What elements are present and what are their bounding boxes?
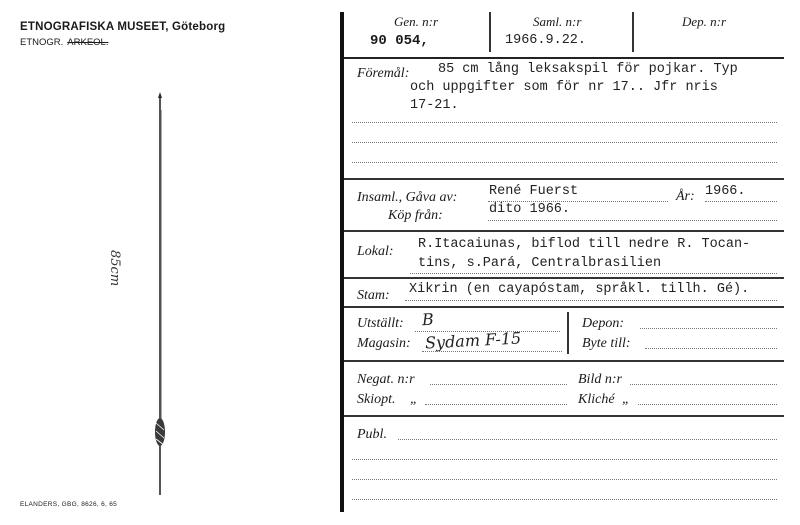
section-divider	[344, 277, 784, 279]
ruled-line	[352, 499, 777, 500]
header-separator-1	[489, 12, 491, 52]
ruled-line	[640, 328, 777, 329]
foremal-line-1: 85 cm lång leksakspil för pojkar. Typ	[438, 62, 738, 77]
ruled-line	[488, 220, 777, 221]
section-divider	[344, 360, 784, 362]
ruled-line	[352, 122, 777, 123]
ruled-line	[352, 479, 777, 480]
ruled-line	[430, 384, 567, 385]
section-divider	[344, 306, 784, 308]
museum-name: ETNOGRAFISKA MUSEET, Göteborg	[20, 21, 226, 33]
ruled-line	[630, 384, 777, 385]
header-separator-2	[632, 12, 634, 52]
lokal-line-1: R.Itacaiunas, biflod till nedre R. Tocan-	[418, 237, 751, 252]
skiopt-ditto: „	[410, 392, 418, 407]
cliche-label: Kliché	[578, 392, 615, 407]
ruled-line	[645, 348, 777, 349]
byte-label: Byte till:	[582, 336, 631, 351]
insaml-label	[357, 190, 457, 206]
publ-label: Publ.	[357, 427, 387, 442]
utstallt-value: B	[421, 309, 435, 330]
department-line	[20, 37, 108, 48]
section-divider	[344, 230, 784, 232]
card-left-border	[340, 12, 344, 512]
negat-label: Negat. n:r	[357, 372, 415, 387]
cliche-ditto: „	[622, 392, 630, 407]
department-prefix: ETNOGR.	[20, 37, 64, 48]
magasin-label: Magasin:	[357, 336, 411, 351]
kop-label: Köp från:	[388, 208, 443, 223]
ruled-line	[425, 404, 567, 405]
storage-separator	[567, 312, 569, 354]
gen-number-value: 90 054,	[370, 33, 429, 49]
saml-number-value: 1966.9.22.	[505, 33, 587, 48]
foremal-line-3: 17-21.	[410, 98, 459, 113]
printer-imprint: ELANDERS, GBG, 8626, 6, 65	[20, 501, 118, 508]
ruled-line	[352, 459, 777, 460]
bild-label: Bild n:r	[578, 372, 622, 387]
section-divider	[344, 415, 784, 417]
skiopt-label: Skiopt.	[357, 392, 396, 407]
foremal-label: Föremål:	[357, 66, 410, 81]
stam-value: Xikrin (en cayapóstam, språkl. tillh. Gé).	[409, 282, 750, 297]
lokal-line-2: tins, s.Pará, Centralbrasilien	[418, 256, 662, 271]
saml-number-label: Saml. n:r	[533, 14, 582, 29]
ruled-line	[422, 351, 562, 352]
ruled-line	[405, 300, 777, 301]
insaml-label-text: Insaml.,	[357, 190, 403, 205]
section-divider	[344, 178, 784, 180]
magasin-value: Sydam F-15	[424, 328, 522, 353]
ruled-line	[638, 404, 777, 405]
depon-label: Depon:	[582, 316, 624, 331]
year-label: År:	[676, 189, 695, 204]
ruled-line	[705, 201, 777, 202]
dep-number-label: Dep. n:r	[682, 14, 727, 29]
ruled-line	[352, 162, 777, 163]
arrow-drawing	[140, 90, 180, 500]
kop-value: dito 1966.	[489, 202, 571, 217]
gen-number-label: Gen. n:r	[394, 14, 439, 29]
foremal-line-2: och uppgifter som för nr 17.. Jfr nris	[410, 80, 718, 95]
ruled-line	[410, 273, 777, 274]
dimension-note: 85cm	[107, 250, 122, 287]
ruled-line	[398, 439, 777, 440]
gava-label-text: Gåva av:	[405, 190, 458, 205]
lokal-label: Lokal:	[357, 244, 394, 259]
ruled-line	[352, 142, 777, 143]
header-divider	[344, 57, 784, 59]
stam-label: Stam:	[357, 288, 390, 303]
insaml-value: René Fuerst	[489, 184, 579, 199]
utstallt-label: Utställt:	[357, 316, 404, 331]
department-struck: ARKEOL.	[67, 37, 109, 48]
year-value: 1966.	[705, 184, 746, 199]
